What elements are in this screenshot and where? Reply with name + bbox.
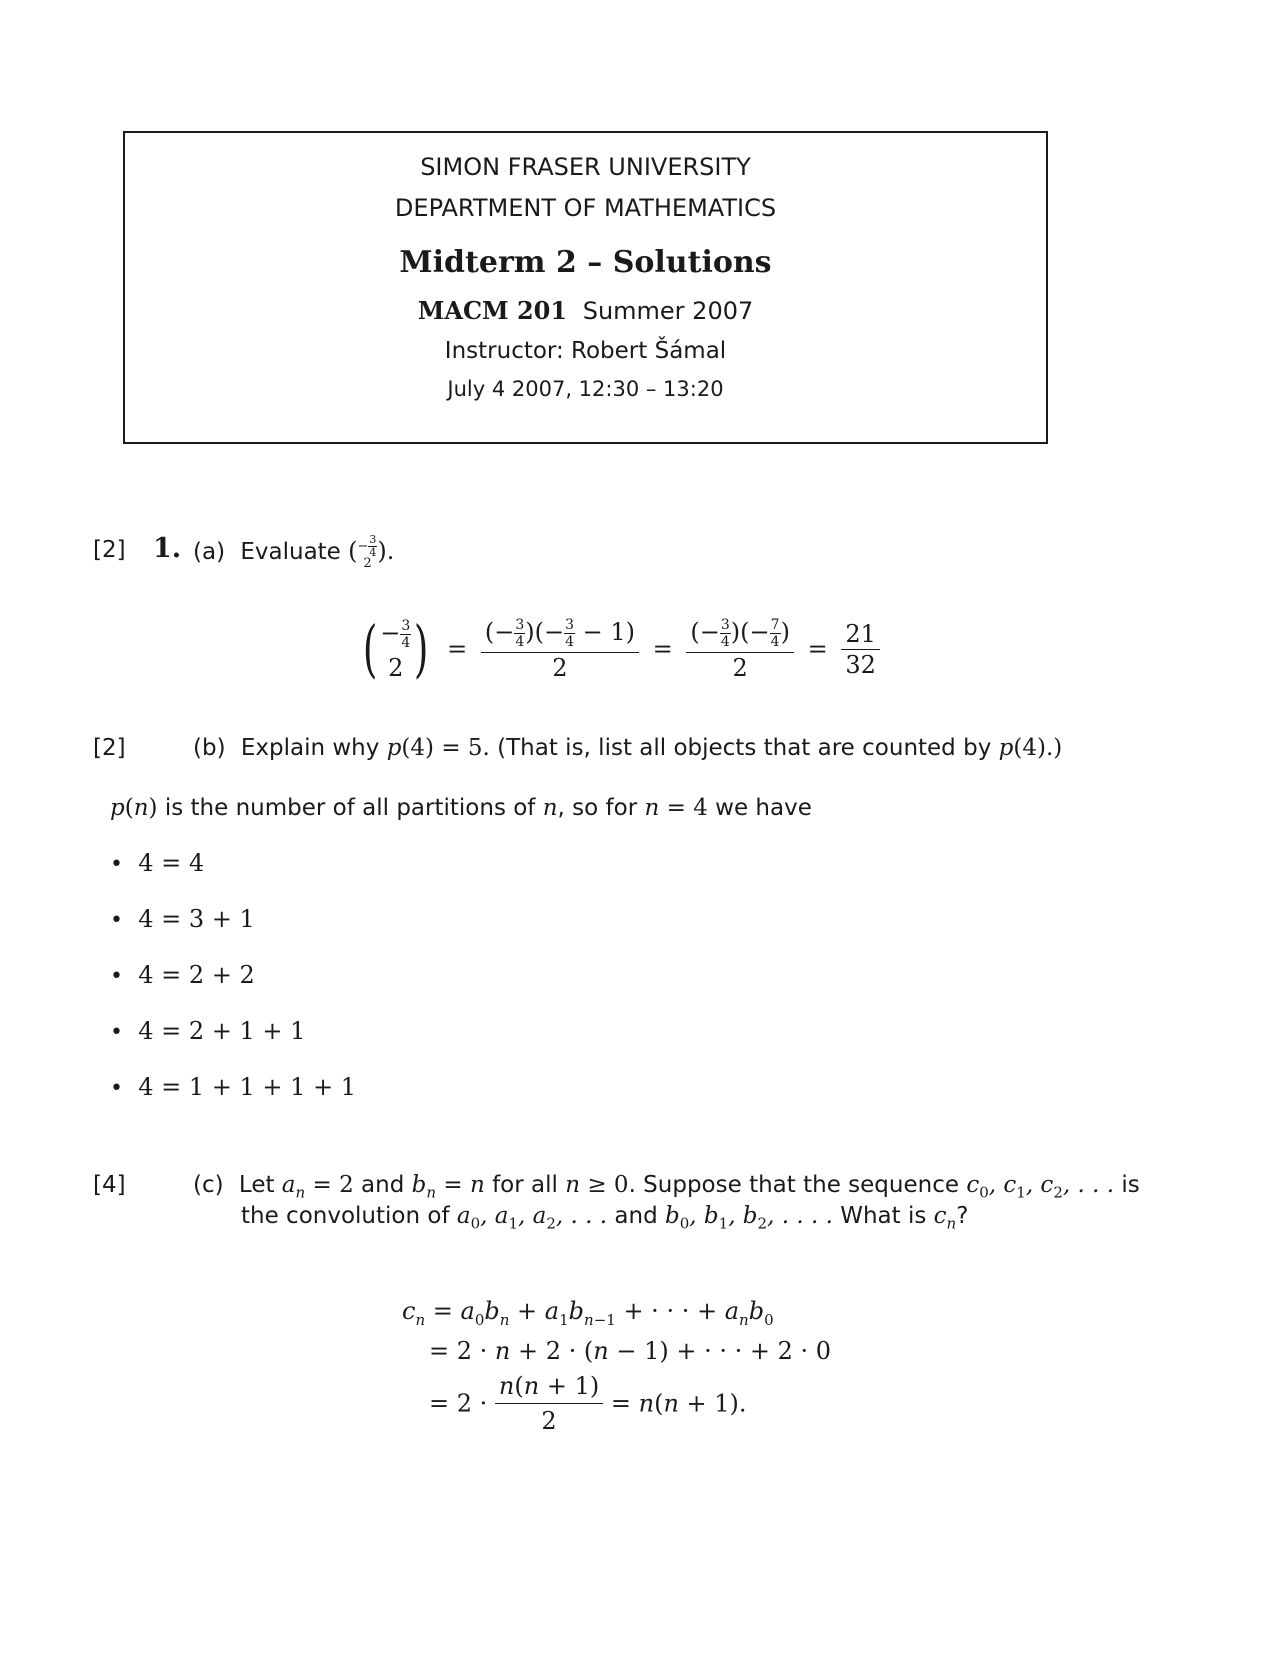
result-denominator: 32	[841, 649, 880, 677]
partition-5: 4 = 1 + 1 + 1 + 1	[138, 1073, 357, 1101]
inline-binomial: ( − $\frac{3}{4}$ 2 ).	[348, 533, 395, 571]
convolution-line-2: = 2 · n + 2 · (n − 1) + · · · + 2 · 0	[429, 1337, 832, 1365]
points-1b: [2]	[93, 735, 126, 761]
exam-datetime: July 4 2007, 12:30 – 13:20	[447, 377, 724, 401]
w-what: What is	[840, 1203, 927, 1229]
list-item: • 4 = 1 + 1 + 1 + 1	[110, 1073, 357, 1101]
part-a-prompt	[193, 535, 394, 570]
convolution-line-3: = 2 · $\frac{n(n + 1)}{2}$ = n(n + 1).	[429, 1372, 747, 1435]
course-line	[125, 296, 1046, 325]
title-box	[123, 131, 1048, 444]
w-let: Let	[238, 1172, 275, 1198]
part-a-text: Evaluate	[240, 539, 341, 565]
result-numerator: 21	[845, 619, 876, 648]
w-and: and	[361, 1172, 405, 1198]
part-a-label: (a)	[193, 539, 226, 565]
convolution-line-1: $c_n = a_0b_n + a_1b_{n-1}$ + · · · + $a_nb_0$	[402, 1297, 774, 1329]
answer-text-3: we have	[715, 795, 812, 821]
part-b-label: (b)	[193, 735, 226, 761]
w-forall: for all	[492, 1172, 558, 1198]
part-b-prompt: (b) Explain why p(4) = 5. (That is, list all objects that are counted by p(4).)	[193, 735, 1063, 761]
list-item: • 4 = 3 + 1	[110, 905, 255, 933]
list-item: • 4 = 4	[110, 849, 205, 877]
partition-1: 4 = 4	[138, 849, 205, 877]
partition-4: 4 = 2 + 1 + 1	[138, 1017, 306, 1045]
list-item: • 4 = 2 + 1 + 1	[110, 1017, 306, 1045]
part-b-answer: p(n) is the number of all partitions of n, so for n = 4 we have	[110, 795, 812, 821]
partition-2: 4 = 3 + 1	[138, 905, 255, 933]
w-and2: and	[614, 1203, 658, 1229]
partition-3: 4 = 2 + 2	[138, 961, 255, 989]
binomial-equation: ( − $\frac{3}{4}$ 2 ) = (− $\frac{3}{4}$ )(− $\frac{3}{4}$ − 1) 2 = (− $\frac{3}{4}$ )(− $\frac{7}{4}$ ) 2 = $\frac{21}{32}$	[358, 618, 880, 680]
course-code: MACM 201	[417, 296, 568, 325]
list-item: • 4 = 2 + 2	[110, 961, 255, 989]
part-b-text-1: Explain why	[240, 735, 380, 761]
part-c-prompt-line1: (c) Let $a_n = 2$ and $b_n = n$ for all n ≥ 0. Suppose that the sequence $c_0$, $c_1$, $c_2$, . . . is	[193, 1172, 1140, 1202]
exam-title: Midterm 2 – Solutions	[399, 245, 772, 280]
department-name: DEPARTMENT OF MATHEMATICS	[394, 194, 777, 222]
w-is: is	[1121, 1172, 1140, 1198]
course-term: Summer 2007	[582, 297, 754, 325]
points-1c: [4]	[93, 1172, 126, 1198]
university-name: SIMON FRASER UNIVERSITY	[420, 153, 751, 181]
points-1a: [2]	[93, 537, 126, 563]
w-suppose: . Suppose that the sequence	[628, 1172, 959, 1198]
part-c-prompt-line2: the convolution of $a_0$, $a_1$, $a_2$, . . . and $b_0$, $b_1$, $b_2$, . . . . What is $c_n$?	[241, 1203, 969, 1233]
w-conv: the convolution of	[241, 1203, 450, 1229]
part-c-label: (c)	[193, 1172, 224, 1198]
answer-text-1: is the number of all partitions of	[164, 795, 536, 821]
instructor-line: Instructor: Robert Šámal	[444, 338, 727, 364]
question-number: 1.	[153, 533, 182, 564]
answer-text-2: , so for	[557, 795, 638, 821]
part-b-text-2: (That is, list all objects that are counted by	[497, 735, 992, 761]
